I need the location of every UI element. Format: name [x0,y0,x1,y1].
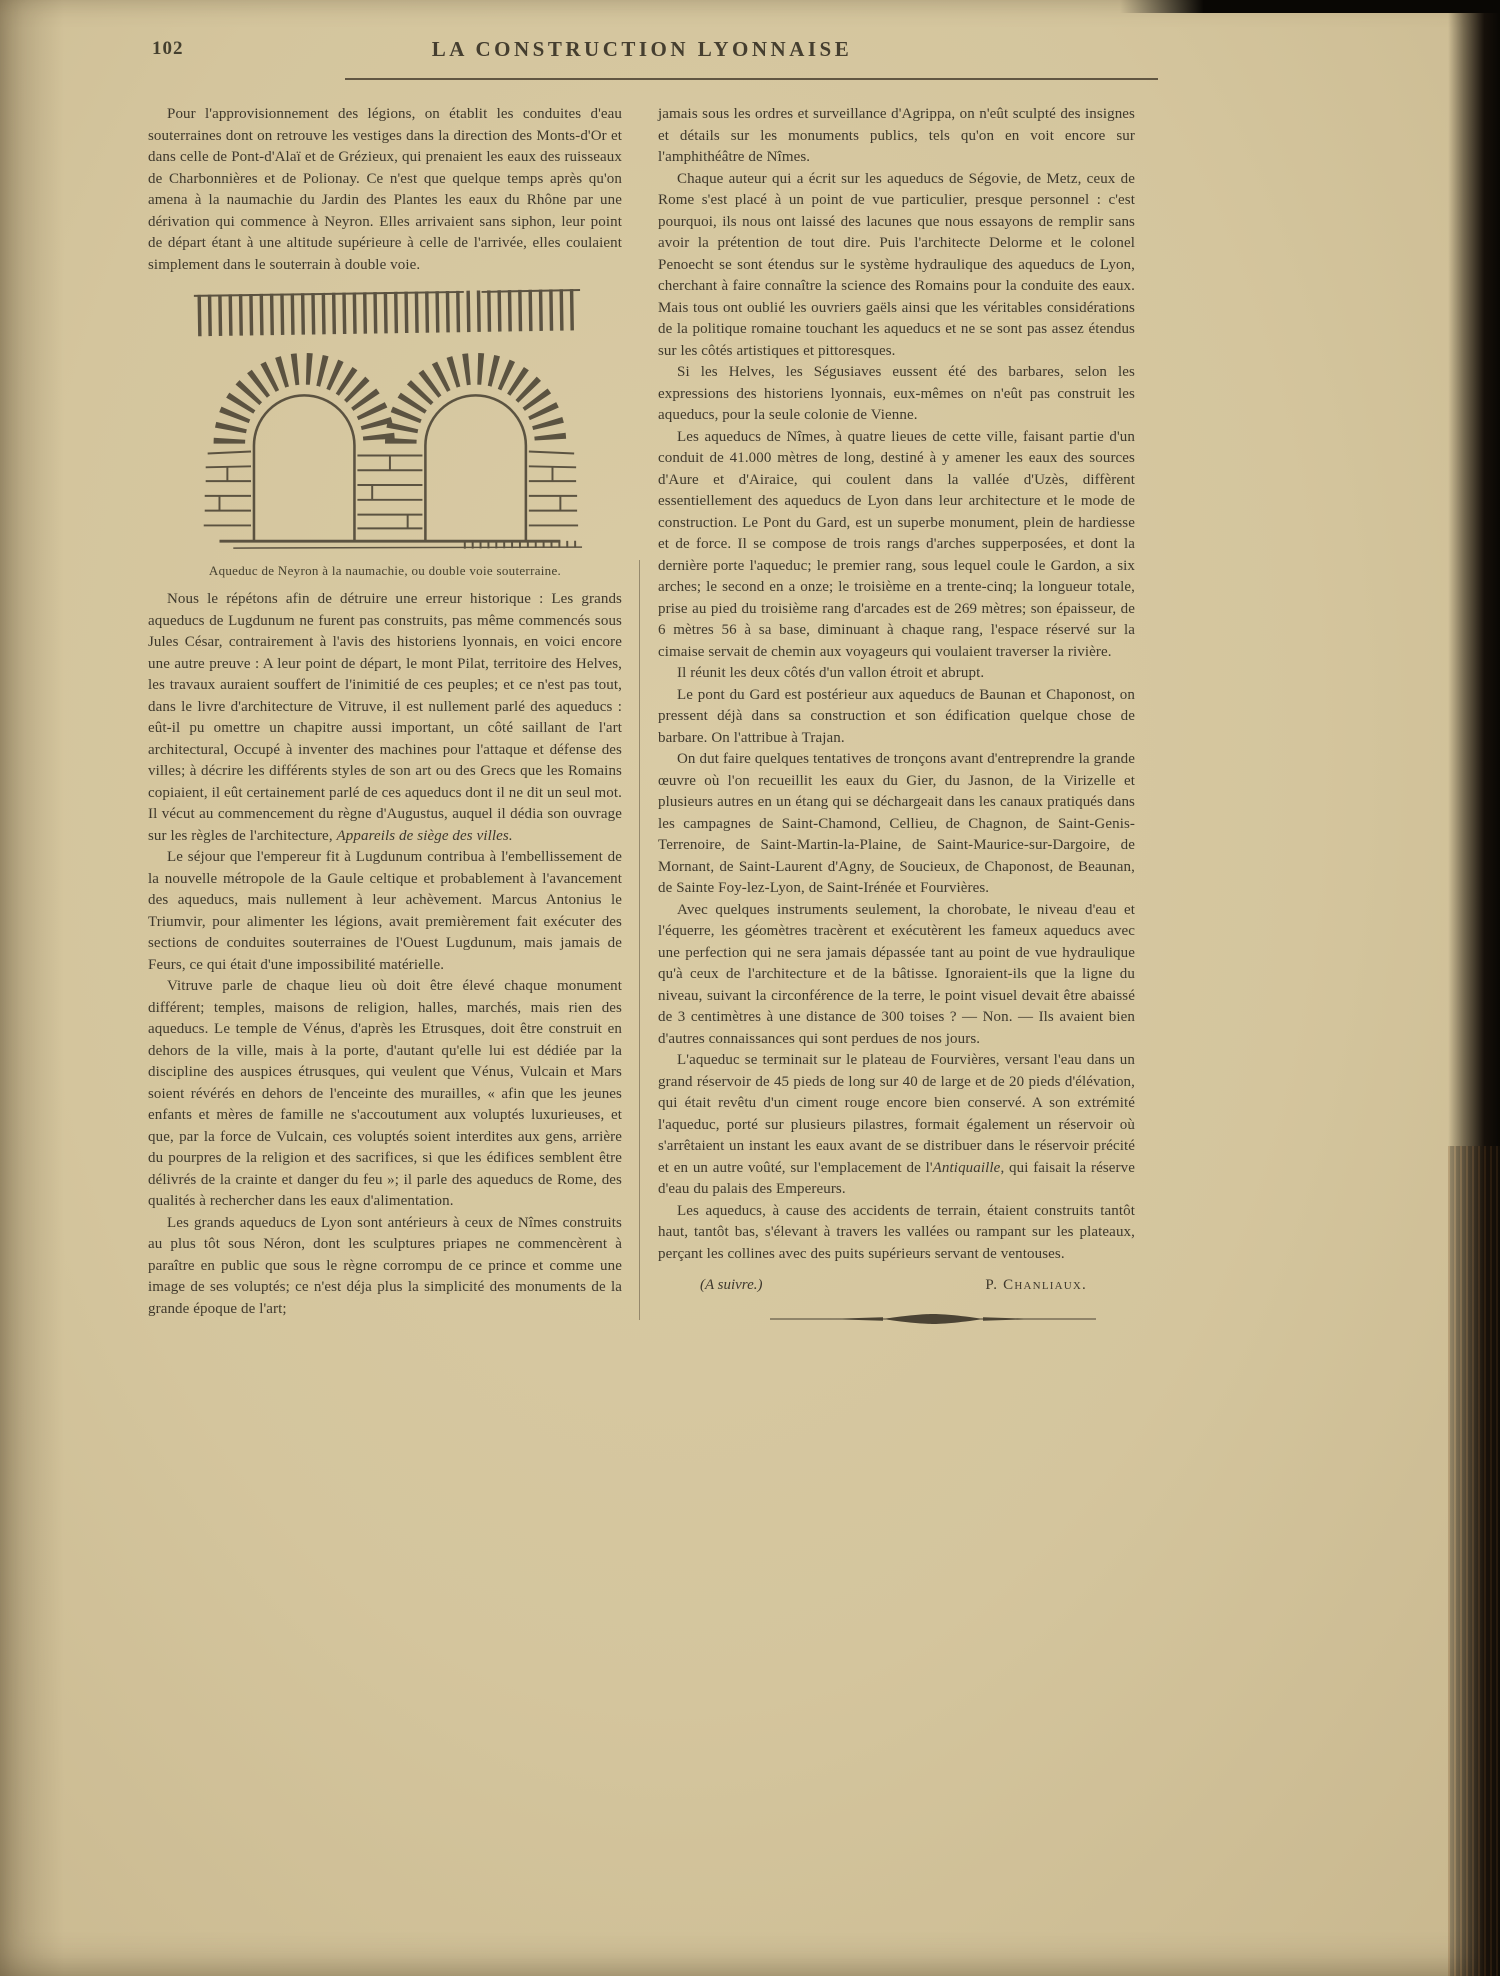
paragraph-text: , qui faisait la réserve d'eau du palais des Empereurs. [658,1159,1135,1197]
page-number: 102 [152,38,184,59]
paragraph: Avec quelques instruments seulement, la chorobate, le niveau d'eau et l'équerre, les géomètres tracèrent et exécutèrent les fameux aqueducs avec une perfection qui ne sera jamais dépassée tant au point de vue hydraulique qu'à ceux de l'architecture et de la bâtisse. Ignoraient-ils que la ligne du niveau, suivant la circonférence de la terre, le point visuel devait être abaissé de 3 centimètres à une distance de 300 toises ? — Non. — Ils avaient bien d'autres connaissances qui sont perdues de nos jours. [658,901,1135,1047]
article-byline [658,1265,1135,1294]
paragraph-continuation: jamais sous les ordres et surveillance d'Agrippa, on n'eût sculpté des insignes et détails sur les monuments publics, tels qu'on en voit encore sur l'amphithéâtre de Nîmes. [658,106,1135,165]
left-column [148,104,622,1333]
aqueduct-figure [148,288,622,579]
page-content [148,30,1136,1333]
book-top-edge [1120,0,1500,13]
paragraph: On dut faire quelques tentatives de tronçons avant d'entreprendre la grande œuvre où l'on recueillit les eaux du Gier, du Jasnon, de la Virizelle et plusieurs autres en un étang qui se déchargeait dans les canaux pratiqués dans les campagnes de Saint-Chamond, Cellieu, de Chagnon, de Saint-Genis-Terrenoire, de Saint-Martin-la-Plaine, de Saint-Maurice-sur-Dargoire, de Mornant, de Saint-Laurent d'Agny, de Soucieux, de Chaponost, de Beaunan, de Sainte Foy-lez-Lyon, de Saint-Irénée et Fourvières. [658,751,1135,896]
paragraph [148,589,622,847]
italic-place-name: Antiquaille [932,1159,1001,1176]
paragraph-text: L'aqueduc se terminait sur le plateau de Fourvières, versant l'eau dans un grand réservoir de 45 pieds de long sur 40 de large et de 20 pieds d'élévation, qui était revêtu d'un ciment rouge encore bien conservé. A son extrémité l'aqueduc, porté sur plusieurs pilastres, formait également un réservoir où s'arrêtaient un instant les eaux avant de se distribuer dans le réservoir précité et en un autre voûté, sur l'emplacement de l' [658,1052,1135,1176]
author-signature: P. Chanliaux. [985,1277,1087,1293]
paragraph: Pour l'approvisionnement des légions, on établit les conduites d'eau souterraines dont on retrouve les vestiges dans la direction des Monts-d'Or et dans celle de Pont-d'Alaï et de Grézieux, qui prenaient les eaux des ruisseaux de Charbonnières et de Polionay. Ce n'est que quelque temps après qu'on amena à la naumachie du Jardin des Plantes les eaux du Rhône par une dérivation qui commence à Neyron. Elles arrivaient sans siphon, leur point de départ étant à une altitude supérieure à celle de l'arrivée, elles coulaient simplement dans le souterrain à double voie. [148,106,622,273]
right-column [658,104,1135,1333]
paragraph: Les grands aqueducs de Lyon sont antérieurs à ceux de Nîmes construits au plus tôt sous Néron, dont les sculptures priapes ne commencèrent à paraître en public que sous le règne corrompu de ce prince et comme une image de ses voluptés; ce n'est déja plus la simplicité des monuments de la grande époque de l'art; [148,1214,622,1317]
to-be-continued-note: (A suivre.) [700,1277,763,1293]
paragraph: Il réunit les deux côtés d'un vallon étroit et abrupt. [677,665,985,681]
paragraph: Les aqueducs de Nîmes, à quatre lieues de cette ville, faisant partie d'un conduit de 41.000 mètres de long, destiné à y amener les eaux des sources d'Aure et d'Airaice, qui coulent dans la vallée d'Uzès, diffèrent essentiellement des aqueducs de Lyon dans leur architecture et le mode de construction. Le Pont du Gard, est un superbe monument, plein de hardiesse et de force. Il se compose de trois rangs d'arches supperposées, et dont la dernière porte l'aqueduc; le premier rang, sous lequel coule le Gardon, a six arches; le second en a onze; le troisième en a trente-cinq; la longueur totale, prise au pied du troisième rang d'arcades est de 269 mètres; son épaisseur, de 6 mètres 56 à sa base, diminuant à chaque rang, l'espace réservé sur la cimaise servait de chemin aux voyageurs qui voulaient traverser la rivière. [658,428,1135,660]
paragraph: Si les Helves, les Ségusiaves eussent été des barbares, selon les expressions des historiens lyonnais, eux-mêmes on n'eût pas construit les aqueducs, pour la seule colonie de Vienne. [658,364,1135,423]
journal-title: LA CONSTRUCTION LYONNAISE [431,37,853,61]
paragraph: Vitruve parle de chaque lieu où doit être élevé chaque monument différent; temples, maisons de religion, halles, marchés, mais rien des aqueducs. Le temple de Vénus, d'après les Etrusques, doit être construit en dehors de la ville, mais à la porte, d'autant qu'elle lui est dédiée par la discipline des auspices étrusques, qui veulent que Vénus, Vulcain et Mars soient révérés en dehors de l'enceinte des murailles, « afin que les jeunes enfants et mères de famille ne s'accoutument aux voluptés luxurieuses, et que, par la force de Vulcain, ces voluptés soient interdites aux gens, arrière du pourpres de la religion et des sacrifices, si que les édifices semblent être délivrés de la crainte et danger du feu »; il parle des aqueducs de Rome, des qualités à rechercher dans les eaux d'alimentation. [148,978,622,1209]
paragraph: Le séjour que l'empereur fit à Lugdunum contribua à l'embellissement de la nouvelle métropole de la Gaule celtique et probablement à l'avancement des aqueducs, mais nullement à leur achèvement. Marcus Antonius le Triumvir, pour alimenter les légions, avait premièrement fait exécuter des sections de conduites souterraines de l'Ouest Lugdunum, mais jamais de Feurs, ce qui était d'une impossibilité matérielle. [148,849,622,973]
paragraph: Les aqueducs, à cause des accidents de terrain, étaient construits tantôt haut, tantôt bas, s'élevant à travers les vallées ou rampant sur les plateaux, perçant les collines avec des puits supérieurs servant de ventouses. [658,1202,1135,1262]
book-spine-edge [1448,0,1500,1976]
paragraph: Le pont du Gard est postérieur aux aqueducs de Baunan et Chaponost, on pressent déjà dans sa construction et son édification quelque chose de barbare. On l'attribue à Trajan. [658,686,1135,746]
aqueduct-engraving-illustration [168,288,602,554]
end-flourish-ornament [768,1310,1098,1328]
end-flourish [768,1310,1135,1333]
page-left-shadow [0,0,64,1976]
figure-caption: Aqueduc de Neyron à la naumachie, ou double voie souterraine. [208,563,562,578]
paragraph [658,1050,1135,1201]
masthead [148,30,1136,80]
italic-book-title: Appareils de siège des villes. [336,827,513,844]
two-column-text [148,104,1136,1333]
paragraph-text: Nous le répétons afin de détruire une erreur historique : Les grands aqueducs de Lugdunum ne furent pas construits, pas même commencés sous Jules César, contrairement à l'avis des historiens lyonnais, en voici encore une autre preuve : A leur point de départ, le mont Pilat, territoire des Helves, les travaux auraient souffert de l'inimitié de ces peuples; et ce n'est pas tout, dans le livre d'architecture de Vitruve, il est nullement parlé des aqueducs : eût-il pu omettre un chapitre aussi important, un côté saillant de l'art architectural, Occupé à inventer des machines pour l'attaque et défense des villes; à décrire les différents styles de son art ou des Grecs que les Romains copiaient, il eût certainement parlé de ces aqueducs dont il ne dit un seul mot. Il vécut au commencement du règne d'Augustus, auquel il dédia son ouvrage sur les règles de l'architecture, [148,591,622,844]
paragraph: Chaque auteur qui a écrit sur les aqueducs de Ségovie, de Metz, ceux de Rome s'est placé à un point de vue particulier, presque personnel : c'est pourquoi, ils nous ont laissé des lacunes que nous essayons de remplir sans avoir la prétention de tout dire. Puis l'architecte Delorme et le colonel Penoecht se sont étendus sur le système hydraulique des aqueducs de Lyon, cherchant à faire connaître la science des Romains pour la conduite des eaux. Mais tous ont oublié les ouvriers gaëls ainsi que les véritables considérations de la politique romaine touchant les aqueducs et ne se sont pas assez étendus sur les côtés artistiques et pittoresques. [658,170,1135,359]
